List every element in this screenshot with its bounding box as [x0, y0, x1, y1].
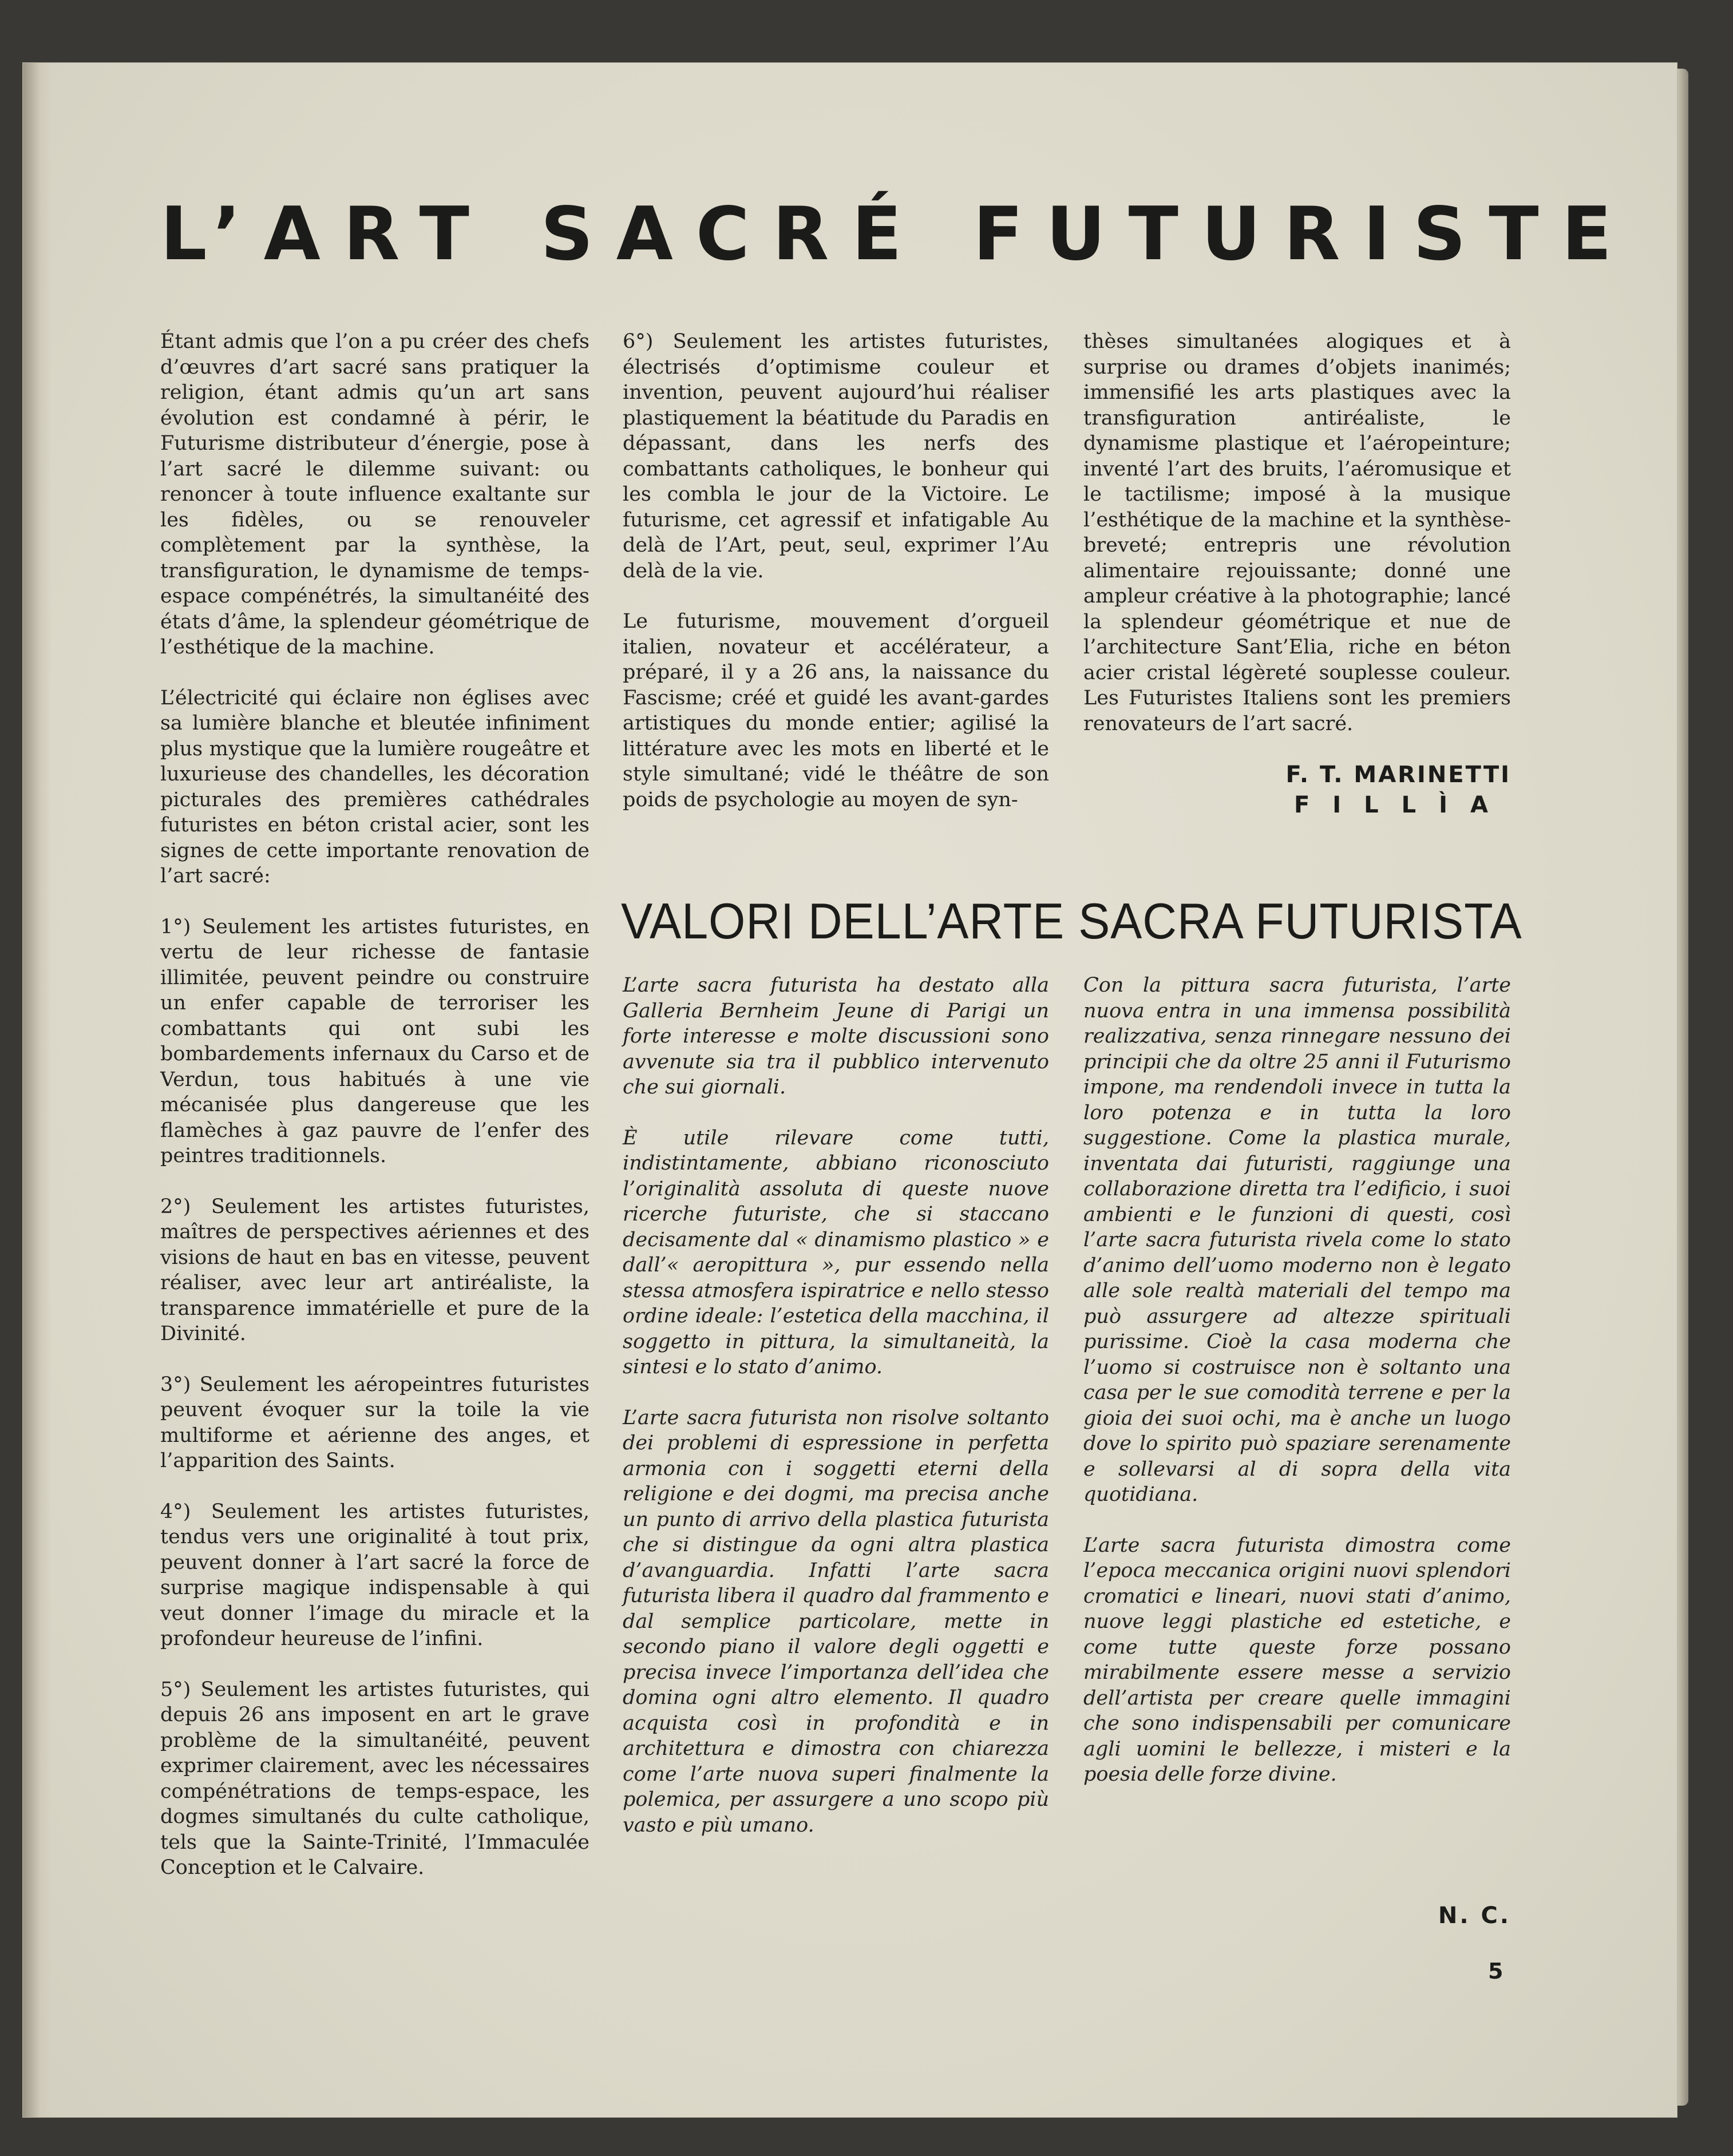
italian-column-3	[1083, 973, 1511, 1788]
french-column-2	[623, 329, 1049, 813]
page-number: 5	[1488, 1959, 1503, 1984]
paragraph: 2°) Seulement les artistes futuristes, maîtres de perspectives aériennes et des visions de haut en bas en vitesse, peuvent réaliser, avec leur art antiréaliste, la transparence immatérielle et pure de la Divinité.	[160, 1195, 589, 1345]
paragraph: 5°) Seulement les artistes futuristes, qui depuis 26 ans imposent en art le grave problème de la simultanéité, peuvent exprimer clairement, avec les nécessaires compénétrations de temps-espace, les dogmes simultanés du culte catholique, tels que la Sainte-Trinité, l’Immaculée Conception et le Calvaire.	[160, 1678, 589, 1879]
paragraph: 3°) Seulement les aéropeintres futuristes peuvent évoquer sur la toile la vie multiforme et aérienne des anges, et l’apparition des Saints.	[160, 1373, 589, 1472]
paragraph: Le futurisme, mouvement d’orgueil italien, novateur et accélérateur, a préparé, il y a 26 ans, la naissance du Fascisme; créé et guidé les avant-gardes artistiques du monde entier; agilisé la littérature avec les mots en liberté et le style simultané; vidé le théâtre de son poids de psychologie au moyen de syn-	[623, 610, 1049, 811]
paragraph: L’arte sacra futurista ha destato alla Galleria Bernheim Jeune di Parigi un forte interesse e molte discussioni sono avvenute sia tra il pubblico intervenuto che sui giornali.	[623, 974, 1049, 1099]
signature-fillia: FILLÌA	[1293, 792, 1511, 818]
paragraph: 1°) Seulement les artistes futuristes, en vertu de leur richesse de fantasie illimitée, peuvent peindre ou construire un enfer capable de terroriser les combattants qui ont subi les bombardements infernaux du Carso et de Verdun, tous habitués à une vie mécanisée plus dangereuse que les flamèches à gaz pauvre de l’enfer des peintres traditionnels.	[160, 915, 589, 1167]
paragraph: thèses simultanées alogiques et à surprise ou drames d’objets inanimés; immensifié les arts plastiques avec la transfiguration antiréaliste, le dynamisme plastique et l’aéropeinture; inventé l’art des bruits, l’aéromusique et le tactilisme; imposé à la musique l’esthétique de la machine et la synthèse-breveté; entrepris une révolution alimentaire rejouissante; donné une ampleur créative à la photographie; lancé la splendeur géométrique et nue de l’architecture Sant’Elia, riche en béton acier cristal légèreté souplesse couleur. Les Futuristes Italiens sont les premiers renovateurs de l’art sacré.	[1083, 330, 1511, 735]
paragraph: 6°) Seulement les artistes futuristes, électrisés d’optimisme couleur et invention, peuvent aujourd’hui réaliser plastiquement la béatitude du Paradis en dépassant, dans les nerfs des combattants catholiques, le bonheur qui les combla le jour de la Victoire. Le futurisme, cet agressif et infatigable Au delà de l’Art, peut, seul, exprimer l’Au delà de la vie.	[623, 330, 1049, 582]
paragraph: L’électricité qui éclaire non églises avec sa lumière blanche et bleutée infiniment plus mystique que la lumière rougeâtre et luxurieuse des chandelles, les décoration picturales des premières cathédrales futuristes en béton cristal acier, sont les signes de cette importante renovation de l’art sacré:	[160, 686, 589, 887]
signature-nc: N. C.	[1438, 1903, 1511, 1929]
french-column-1	[160, 329, 589, 1881]
paragraph: L’arte sacra futurista non risolve soltanto dei problemi di espressione in perfetta armonia con i soggetti eterni della religione e dei dogmi, ma precisa anche un punto di arrivo della plastica futurista che si distingue da ogni altra plastica d’avanguardia. Infatti l’arte sacra futurista libera il quadro dal frammento e dal semplice particolare, mette in secondo piano il valore degli oggetti e precisa invece l’importanza dell’idea che domina ogni altro elemento. Il quadro acquista così in profondità e in architettura e dimostra con chiarezza come l’arte nuova superi finalmente la polemica, per assurgere a uno scopo più vasto e più umano.	[623, 1406, 1049, 1837]
paragraph: Con la pittura sacra futurista, l’arte nuova entra in una immensa possibilità realizzativa, senza rinnegare nessuno dei principii che da oltre 25 anni il Futurismo impone, ma rendendoli invece in tutta la loro potenza e in tutta la loro suggestione. Come la plastica murale, inventata dai futuristi, raggiunge una collaborazione diretta tra l’edificio, i suoi ambienti e le funzioni di questi, così l’arte sacra futurista rivela come lo stato d’animo dell’uomo moderno non è legato alle sole realtà materiali del tempo ma può assurgere ad altezze spirituali purissime. Cioè la casa moderna che l’uomo si costruisce non è soltanto una casa per le sue comodità terrene e per la gioia dei suoi ochi, ma è anche un luogo dove lo spirito può spaziare serenamente e sollevarsi al di sopra della vita quotidiana.	[1083, 974, 1511, 1506]
paragraph: Étant admis que l’on a pu créer des chefs d’œuvres d’art sacré sans pratiquer la religion, étant admis qu’un art sans évolution est condamné à périr, le Futurisme distributeur d’énergie, pose à l’art sacré le dilemme suivant: ou renoncer à toute influence exaltante sur les fidèles, ou se renouveler complètement par la synthèse, la transfiguration, le dynamisme de temps-espace compénétrés, la simultanéité des états d’âme, la splendeur géométrique de l’esthétique de la machine.	[160, 330, 589, 659]
paragraph: 4°) Seulement les artistes futuristes, tendus vers une originalité à tout prix, peuvent donner à l’art sacré la force de surprise magique indispensable à qui veut donner l’image du miracle et la profondeur heureuse de l’infini.	[160, 1500, 589, 1650]
italian-heading: VALORI DELL’ARTE SACRA FUTURISTA	[621, 893, 1522, 949]
italian-column-2	[623, 973, 1049, 1838]
french-column-3	[1083, 329, 1511, 736]
paragraph: L’arte sacra futurista dimostra come l’epoca meccanica origini nuovi splendori cromatici e lineari, nuovi stati d’animo, nuove leggi plastiche ed estetiche, e come tutte queste forze possano mirabilmente essere messe a servizio dell’artista per creare quelle immagini che sono indispensabili per comunicare agli uomini le bellezze, i misteri e la poesia delle forze divine.	[1083, 1533, 1511, 1786]
binding-gutter	[23, 63, 52, 2117]
paragraph: È utile rilevare come tutti, indistintamente, abbiano riconosciuto l’originalità assoluta di queste nuove ricerche futuriste, che si staccano decisamente dal « dinamismo plastico » e dall’« aeropittura », pur essendo nella stessa atmosfera ispiratrice e nello stesso ordine ideale: l’estetica della macchina, il soggetto in pittura, la simultaneità, la sintesi e lo stato d’animo.	[623, 1126, 1049, 1378]
signature-marinetti: F. T. MARINETTI	[1285, 762, 1511, 788]
article-title: L’ART SACRÉ FUTURISTE	[160, 192, 1635, 277]
